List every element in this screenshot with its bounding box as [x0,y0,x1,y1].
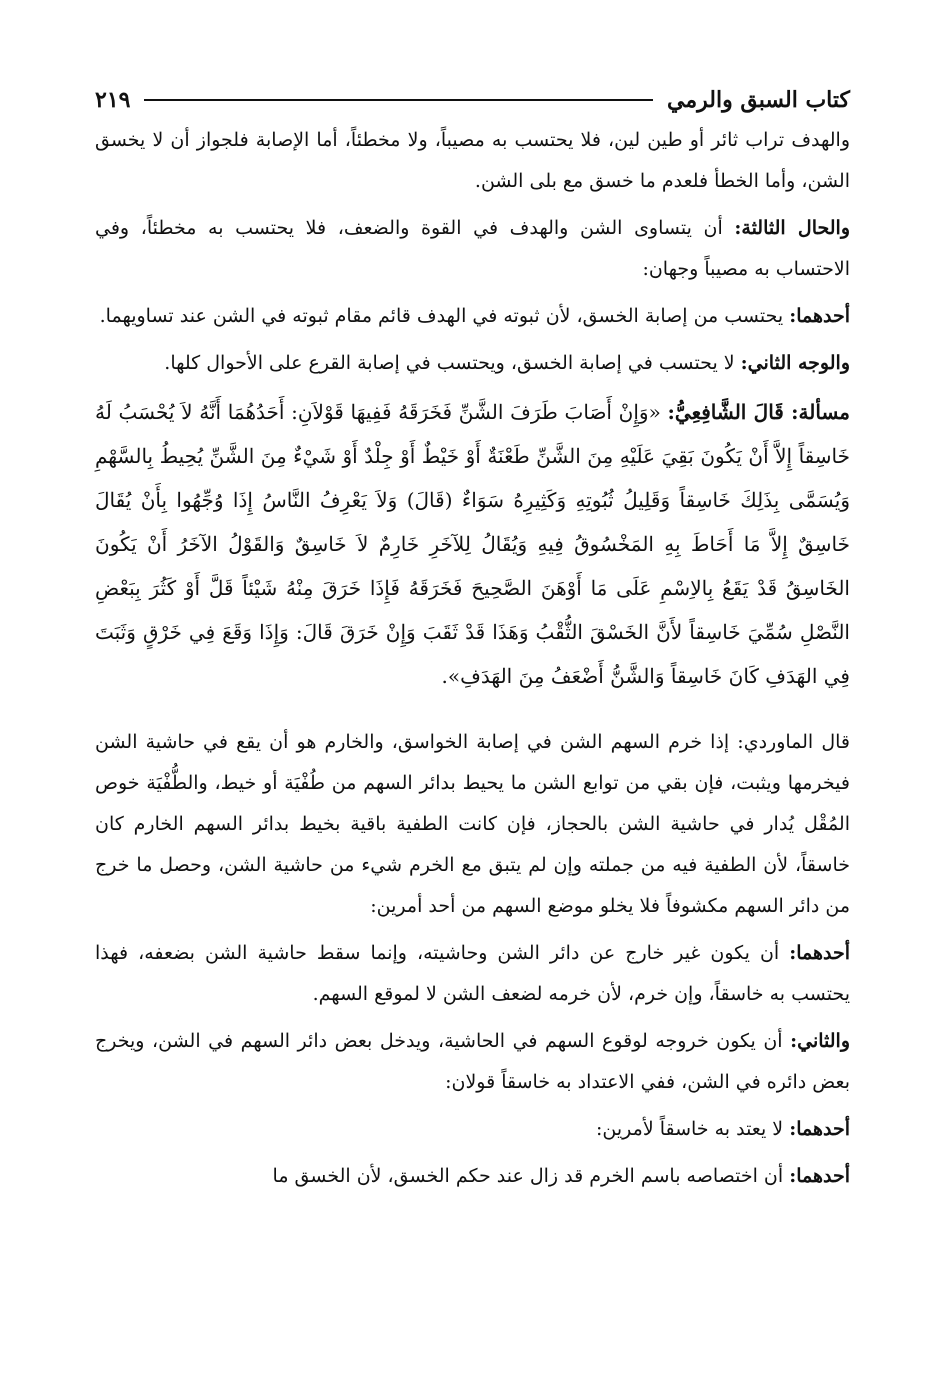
paragraph-text: لا يعتد به خاسقاً لأمرين: [596,1118,790,1140]
paragraph [95,1021,850,1103]
paragraph-lead: أحدهما: [789,1118,850,1140]
paragraph-text: أن اختصاصه باسم الخرم قد زال عند حكم الخسق، لأن الخسق ما [272,1165,790,1187]
masala-text: «وَإِنْ أَصَابَ طَرَفَ الشَّنِّ فَخَرَقَهُ فَفِيهَا قَوْلاَنِ: أَحَدُهُمَا أَنَّهُ لاَ يُحْسَبُ لَهُ خَاسِقاً إِلاَّ أَنْ يَكُونَ بَقِيَ عَلَيْهِ مِنَ الشَّنِّ طَعْنَةٌ أَوْ خَيْطٌ أَوْ جِلْدٌ أَوْ شَيْءٌ مِنَ الشَّنِّ يُحِيطُ بِالسَّهْمِ وَيُسَمَّى بِذَلِكَ خَاسِقاً وَقَلِيلُ ثُبُوتِهِ وَكَثِيرِهُ سَوَاءٌ (قَالَ) وَلاَ يَعْرِفُ النَّاسُ إِذَا وُجِّهُوا بِأَنْ يُقَالَ خَاسِقٌ إِلاَّ مَا أَحَاطَ بِهِ المَخْسُوقُ فِيهِ وَيُقَالُ لِلآخَرِ خَارِمٌ لاَ خَاسِقٌ وَالقَوْلُ الآخَرُ أَنْ يَكُونَ الخَاسِقُ قَدْ يَقَعُ بِالاِسْمِ عَلَى مَا أَوْهَنَ الصَّحِيحَ فَخَرَقَهُ فَإِذَا خَرَقَ مِنْهُ شَيْئاً قَلَّ أَوْ كَثُرَ بِبَعْضِ النَّصْلِ سُمِّيَ خَاسِقاً لأَنَّ الخَسْقَ الثُّقْبُ وَهَذَا قَدْ ثَقَبَ وَإِنْ خَرَقَ قَالَ: وَإِذَا وَقَعَ فِي خَرْقٍ وَثَبَتَ فِي الهَدَفِ كَانَ خَاسِقاً وَالشَّنُّ أَضْعَفُ مِنَ الهَدَفِ». [95,400,850,688]
page-number: ٢١٩ [95,87,131,113]
paragraph [95,1109,850,1150]
page-header [95,80,850,120]
header-rule [144,99,653,101]
paragraph [95,208,850,290]
paragraph-text: لا يحتسب في إصابة الخسق، ويحتسب في إصابة القرع على الأحوال كلها. [164,352,741,374]
paragraph [95,296,850,337]
paragraph-text: قال الماوردي: إذا خرم السهم الشن في إصابة الخواسق، والخارم هو أن يقع في حاشية الشن فيخرمها ويثبت، فإن بقي من توابع الشن ما يحيط بدائر السهم من طُفْيَة أو خيط، والطُّفْيَة خوص المُقْل يُدار في حاشية الشن بالحجاز، فإن كانت الطفية باقية بخيط بدائر السهم الخارم كان خاسقاً، لأن الطفية فيه من جملته وإن لم يتبق مع الخرم شيء من حاشية الشن، وحصل ما خرج من دائر السهم مكشوفاً فلا يخلو موضع السهم من أحد أمرين: [95,731,850,917]
paragraph-text: يحتسب من إصابة الخسق، لأن ثبوته في الهدف قائم مقام ثبوته في الشن عند تساويهما. [99,305,790,327]
paragraph-text: أن يتساوى الشن والهدف في القوة والضعف، فلا يحتسب به مخطئاً، وفي الاحتساب به مصيباً وجهان: [95,217,850,280]
masala-quote [95,390,850,698]
paragraph-lead: والوجه الثاني: [740,352,850,374]
paragraph [95,722,850,927]
paragraph [95,1156,850,1197]
paragraph [95,343,850,384]
paragraph-lead: أحدهما: [789,305,850,327]
paragraph-text: أن يكون خروجه لوقوع السهم في الحاشية، ويدخل بعض دائر السهم في الشن، ويخرج بعض دائره في الشن، ففي الاعتداد به خاسقاً قولان: [95,1030,850,1093]
paragraph-lead: والثاني: [790,1030,850,1052]
paragraph-lead: والحال الثالثة: [734,217,850,239]
paragraph-lead: أحدهما: [789,1165,850,1187]
book-page [95,80,850,1203]
running-title: كتاب السبق والرمي [667,87,850,113]
masala-lead: مسألة: قَالَ الشَّافِعِيُّ: [667,400,850,424]
paragraph-text: أن يكون غير خارج عن دائر الشن وحاشيته، وإنما سقط حاشية الشن بضعفه، فهذا يحتسب به خاسقاً، وإن خرم، لأن خرمه لضعف الشن لا لموقع السهم. [95,942,850,1005]
paragraph [95,933,850,1015]
paragraph [95,120,850,202]
paragraph-text: والهدف تراب ثائر أو طين لين، فلا يحتسب به مصيباً، ولا مخطئاً، أما الإصابة فلجواز أن لا يخسق الشن، وأما الخطأ فلعدم ما خسق مع بلى الشن. [95,129,850,192]
paragraph-lead: أحدهما: [789,942,850,964]
